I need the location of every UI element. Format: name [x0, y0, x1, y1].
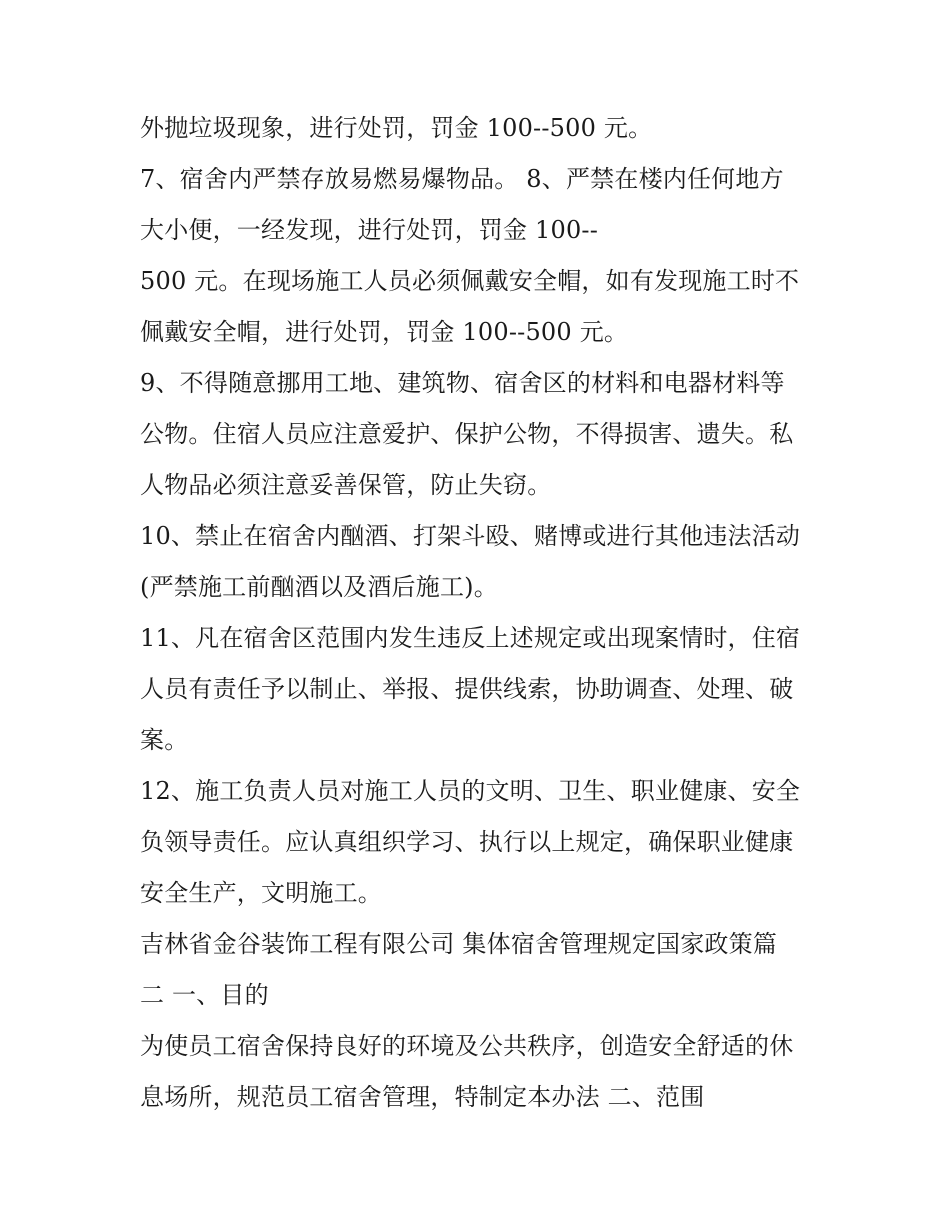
text-line: 为使员工宿舍保持良好的环境及公共秩序，创造安全舒适的休	[140, 1032, 794, 1060]
text-line: 大小便，一经发现，进行处罚，罚金 100--	[140, 216, 599, 244]
text-line: 10、禁止在宿舍内酗酒、打架斗殴、赌博或进行其他违法活动	[140, 522, 801, 550]
text-line: 佩戴安全帽，进行处罚，罚金 100--500 元。	[140, 318, 629, 346]
text-line: (严禁施工前酗酒以及酒后施工)。	[140, 573, 498, 601]
text-line: 公物。住宿人员应注意爱护、保护公物，不得损害、遗失。私	[140, 420, 794, 448]
text-line: 负领导责任。应认真组织学习、执行以上规定，确保职业健康	[140, 828, 794, 856]
text-line: 人员有责任予以制止、举报、提供线索，协助调查、处理、破	[140, 675, 794, 703]
text-line: 息场所，规范员工宿舍管理，特制定本办法 二、范围	[140, 1083, 705, 1111]
text-line: 安全生产，文明施工。	[140, 879, 382, 907]
text-line: 7、宿舍内严禁存放易燃易爆物品。 8、严禁在楼内任何地方	[140, 165, 784, 193]
text-line: 外抛垃圾现象，进行处罚，罚金 100--500 元。	[140, 114, 653, 142]
text-line: 二 一、目的	[140, 981, 269, 1009]
text-line: 案。	[140, 726, 189, 754]
text-line: 人物品必须注意妥善保管，防止失窃。	[140, 471, 552, 499]
text-line: 吉林省金谷装饰工程有限公司 集体宿舍管理规定国家政策篇	[140, 930, 778, 958]
text-line: 500 元。在现场施工人员必须佩戴安全帽，如有发现施工时不	[140, 267, 800, 295]
text-line: 9、不得随意挪用工地、建筑物、宿舍区的材料和电器材料等	[140, 369, 785, 397]
text-line: 11、凡在宿舍区范围内发生违反上述规定或出现案情时，住宿	[140, 624, 801, 652]
text-line: 12、施工负责人员对施工人员的文明、卫生、职业健康、安全	[140, 777, 801, 805]
